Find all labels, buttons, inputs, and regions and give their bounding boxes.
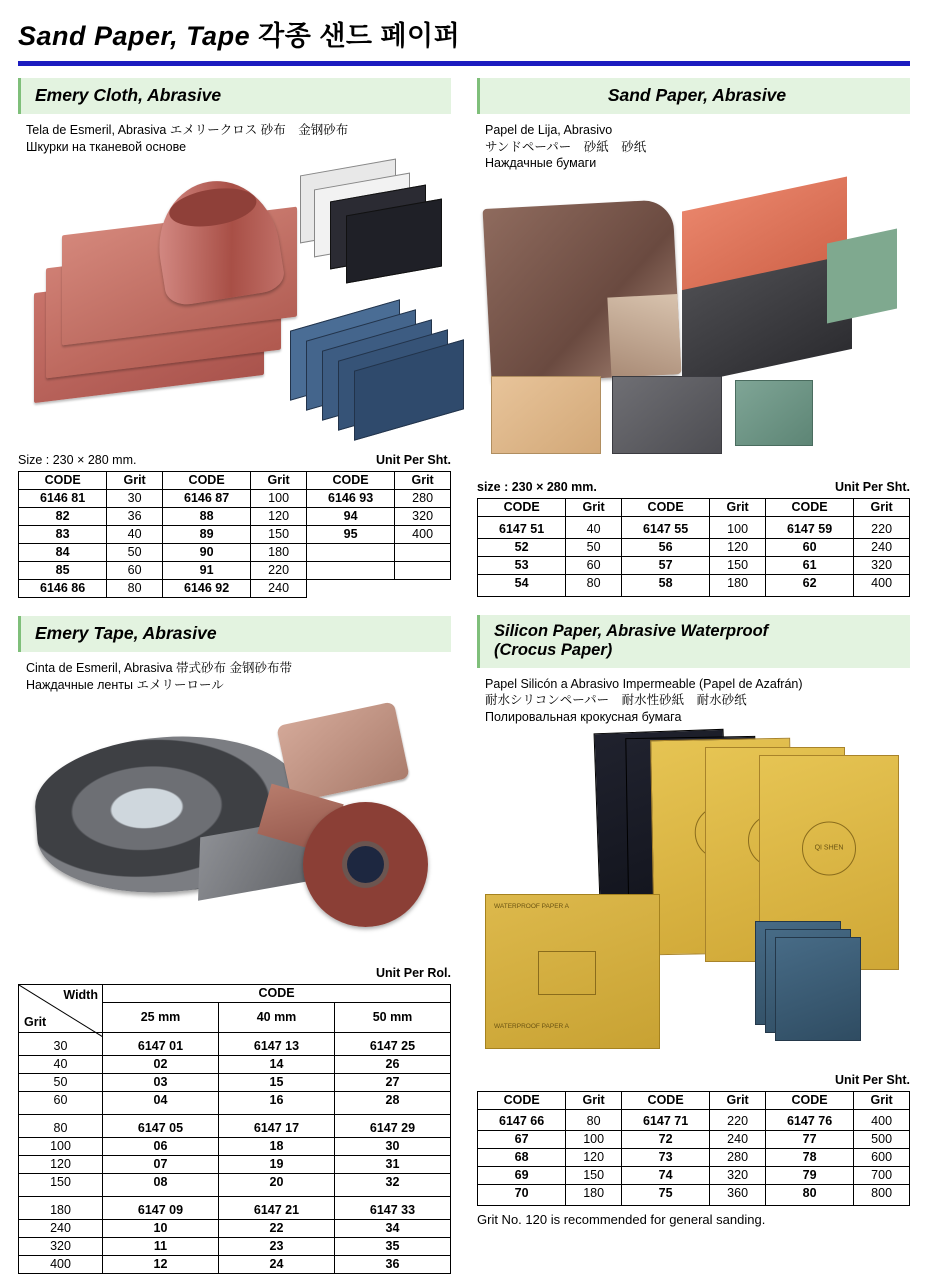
table-row (478, 556, 910, 574)
table-row (19, 1197, 451, 1220)
cell-grit: 120 (251, 508, 307, 526)
table-header-row (478, 498, 910, 516)
cell-empty (306, 580, 394, 598)
cell-grit: 320 (710, 1167, 766, 1185)
cell-code: 18 (219, 1138, 335, 1156)
cell-grit: 400 (19, 1256, 103, 1274)
cell-code: 85 (19, 562, 107, 580)
figure-silicon-paper (477, 729, 910, 1069)
table-row (19, 508, 451, 526)
cell-code: 22 (219, 1220, 335, 1238)
cell-grit: 280 (395, 490, 451, 508)
rolled-cloth (150, 172, 287, 307)
cell-code: 6147 59 (765, 516, 853, 538)
cell-code: 19 (219, 1156, 335, 1174)
cell-code: 27 (335, 1074, 451, 1092)
col-header: CODE (162, 472, 250, 490)
page-title-kr: 각종 샌드 페이퍼 (258, 21, 461, 51)
cell-code: 28 (335, 1092, 451, 1115)
col-header: CODE (478, 498, 566, 516)
cell-grit: 50 (107, 544, 163, 562)
cell-code: 70 (478, 1185, 566, 1206)
grey-sheet-stack (300, 167, 450, 277)
caption-row-emery-cloth (18, 453, 451, 467)
cell-grit: 40 (566, 516, 622, 538)
grey-sandpaper-swatch (612, 376, 722, 454)
unit-label-sand-paper: Unit Per Sht. (834, 479, 910, 494)
subname-line: Полировальная крокусная бумага (485, 709, 682, 724)
table-row (478, 1131, 910, 1149)
subnames-silicon-paper (485, 676, 910, 726)
table-row (19, 1156, 451, 1174)
cell-grit: 36 (107, 508, 163, 526)
cell-code: 69 (478, 1167, 566, 1185)
cell-code: 80 (765, 1185, 853, 1206)
col-header: CODE (478, 1092, 566, 1110)
table-row (478, 1149, 910, 1167)
cell-grit: 40 (107, 526, 163, 544)
cell-code: 6146 86 (19, 580, 107, 598)
cell-code: 35 (335, 1238, 451, 1256)
col-header: Grit (710, 1092, 766, 1110)
cell-code: 57 (621, 556, 709, 574)
subname-line: Papel de Lija, Abrasivo (485, 123, 613, 137)
cell-code: 6147 71 (621, 1110, 709, 1131)
col-header: Grit (854, 1092, 910, 1110)
cell-code: 89 (162, 526, 250, 544)
content-columns (0, 66, 928, 1274)
subnames-sand-paper (485, 122, 910, 172)
cell-code: 6146 87 (162, 490, 250, 508)
page-title-en: Sand Paper, Tape (18, 21, 251, 51)
cell-grit: 180 (566, 1185, 622, 1206)
cell-code: 10 (103, 1220, 219, 1238)
section-title-emery-cloth: Emery Cloth, Abrasive (35, 85, 222, 105)
cell-code: 6147 09 (103, 1197, 219, 1220)
cell-code: 58 (621, 574, 709, 596)
cell-code: 73 (621, 1149, 709, 1167)
col-header-code: CODE (103, 985, 451, 1003)
wrapper-box (538, 951, 596, 995)
col-header: CODE (621, 498, 709, 516)
cell-grit: 280 (710, 1149, 766, 1167)
figure-sand-paper (477, 176, 910, 476)
left-column (18, 78, 451, 1274)
cell-grit: 320 (854, 556, 910, 574)
table-row (19, 1092, 451, 1115)
cell-grit: 320 (19, 1238, 103, 1256)
green-sandpaper-swatch (735, 380, 813, 446)
cell-code: 31 (335, 1156, 451, 1174)
cell-code: 16 (219, 1092, 335, 1115)
subnames-emery-tape (26, 660, 451, 693)
cell-code: 61 (765, 556, 853, 574)
cell-grit: 240 (710, 1131, 766, 1149)
cell-code: 77 (765, 1131, 853, 1149)
cell-code: 72 (621, 1131, 709, 1149)
cell-code: 94 (306, 508, 394, 526)
cell-code: 91 (162, 562, 250, 580)
cell-grit: 240 (854, 538, 910, 556)
subname-line: Шкурки на тканевой основе (26, 139, 187, 154)
silicon-title-line1: Silicon Paper, Abrasive Waterproof (494, 621, 769, 640)
col-header: Grit (566, 1092, 622, 1110)
cell-grit: 30 (107, 490, 163, 508)
col-header: CODE (306, 472, 394, 490)
section-banner-emery-tape (18, 616, 451, 652)
cell-code (306, 562, 394, 580)
cell-code: 56 (621, 538, 709, 556)
table-row (19, 1220, 451, 1238)
silicon-title-line2: (Crocus Paper) (494, 640, 613, 659)
cell-grit: 80 (566, 574, 622, 596)
cell-grit: 600 (854, 1149, 910, 1167)
size-label-sand-paper: size : 230 × 280 mm. (477, 479, 597, 494)
cell-code: 95 (306, 526, 394, 544)
table-header-row (478, 1092, 910, 1110)
caption-row-silicon-paper (477, 1073, 910, 1087)
table-row (19, 1256, 451, 1274)
table-row (19, 1174, 451, 1197)
cell-code: 67 (478, 1131, 566, 1149)
cell-code: 14 (219, 1056, 335, 1074)
cell-grit (395, 544, 451, 562)
cell-grit: 800 (854, 1185, 910, 1206)
brand-stamp-text: QI SHEN (802, 821, 856, 875)
cell-grit: 120 (710, 538, 766, 556)
cell-empty (395, 580, 451, 598)
table-row (19, 1238, 451, 1256)
section-title-emery-tape: Emery Tape, Abrasive (35, 623, 217, 643)
cell-grit: 400 (854, 574, 910, 596)
wrapper-text-top: WATERPROOF PAPER A (494, 903, 570, 910)
cell-grit: 240 (19, 1220, 103, 1238)
section-banner-sand-paper (477, 78, 910, 114)
cell-code: 88 (162, 508, 250, 526)
cell-code: 84 (19, 544, 107, 562)
cell-grit: 60 (566, 556, 622, 574)
section-title-sand-paper: Sand Paper, Abrasive (607, 85, 787, 105)
cell-code: 6147 29 (335, 1115, 451, 1138)
col-header: Grit (854, 498, 910, 516)
page-header (18, 14, 910, 57)
cell-grit: 100 (19, 1138, 103, 1156)
cell-code: 54 (478, 574, 566, 596)
col-header: CODE (765, 1092, 853, 1110)
cell-code: 79 (765, 1167, 853, 1185)
cell-code: 07 (103, 1156, 219, 1174)
cell-grit: 180 (19, 1197, 103, 1220)
catalog-page (0, 14, 928, 1271)
cell-code: 52 (478, 538, 566, 556)
silicon-paper-note: Grit No. 120 is recommended for general sanding. (477, 1212, 766, 1227)
tape-small-roll (276, 701, 410, 802)
cell-grit: 150 (251, 526, 307, 544)
cell-code: 23 (219, 1238, 335, 1256)
col-header: Grit (566, 498, 622, 516)
cell-code: 04 (103, 1092, 219, 1115)
cell-grit: 60 (19, 1092, 103, 1115)
table-header-row (19, 985, 451, 1003)
table-row (19, 1074, 451, 1092)
subname-line: Наждачные ленты エメリーロール (26, 677, 224, 692)
cell-code: 20 (219, 1174, 335, 1197)
cell-code: 6147 13 (219, 1033, 335, 1056)
caption-row-sand-paper (477, 480, 910, 494)
cell-grit: 100 (251, 490, 307, 508)
subname-line: Papel Silicón a Abrasivo Impermeable (Papel de Azafrán) (485, 676, 803, 691)
cell-grit: 80 (107, 580, 163, 598)
cell-grit (395, 562, 451, 580)
cell-grit: 50 (566, 538, 622, 556)
col-header: CODE (765, 498, 853, 516)
subname-line: サンドペーパー 砂紙 砂纸 (485, 139, 647, 154)
cell-code: 90 (162, 544, 250, 562)
cell-code: 78 (765, 1149, 853, 1167)
table-row (478, 1185, 910, 1206)
unit-label-silicon-paper: Unit Per Sht. (834, 1073, 910, 1087)
cell-grit: 80 (19, 1115, 103, 1138)
section-title-silicon-paper (494, 622, 900, 660)
table-row (19, 562, 451, 580)
figure-emery-tape (18, 697, 451, 962)
cell-grit: 360 (710, 1185, 766, 1206)
cell-grit: 100 (566, 1131, 622, 1149)
cell-code: 6146 92 (162, 580, 250, 598)
table-row (19, 544, 451, 562)
cell-grit: 120 (566, 1149, 622, 1167)
table-header-row (19, 472, 451, 490)
cell-code: 6147 17 (219, 1115, 335, 1138)
cell-code: 6147 25 (335, 1033, 451, 1056)
subname-line: Tela de Esmeril, Abrasiva エメリークロス 砂布 金钢砂布 (26, 123, 349, 137)
subnames-emery-cloth (26, 122, 451, 155)
grit-label: Grit (24, 1015, 47, 1029)
cell-code: 68 (478, 1149, 566, 1167)
cell-code: 6147 76 (765, 1110, 853, 1131)
size-label-emery-cloth: Size : 230 × 280 mm. (18, 453, 137, 467)
blue-sheet-fan (290, 299, 460, 419)
subname-line: Cinta de Esmeril, Abrasiva 帯式砂布 金钢砂布带 (26, 661, 293, 675)
table-silicon-paper (477, 1091, 910, 1206)
page-title (18, 14, 910, 53)
table-row (19, 1115, 451, 1138)
cell-grit: 220 (710, 1110, 766, 1131)
table-row (19, 1138, 451, 1156)
cell-code: 62 (765, 574, 853, 596)
cell-code: 26 (335, 1056, 451, 1074)
cell-grit: 240 (251, 580, 307, 598)
cell-code: 83 (19, 526, 107, 544)
table-sand-paper (477, 498, 910, 597)
cell-code: 82 (19, 508, 107, 526)
width-grit-header (19, 985, 103, 1033)
cell-grit: 50 (19, 1074, 103, 1092)
cell-code: 53 (478, 556, 566, 574)
cell-grit: 150 (710, 556, 766, 574)
cell-grit: 220 (251, 562, 307, 580)
cell-code: 6147 55 (621, 516, 709, 538)
cell-code: 6146 93 (306, 490, 394, 508)
cell-grit: 320 (395, 508, 451, 526)
cell-code: 6147 05 (103, 1115, 219, 1138)
cell-code: 11 (103, 1238, 219, 1256)
cell-grit: 80 (566, 1110, 622, 1131)
cell-code: 32 (335, 1174, 451, 1197)
cell-code: 6147 66 (478, 1110, 566, 1131)
cell-code: 12 (103, 1256, 219, 1274)
figure-emery-cloth (18, 159, 451, 449)
cell-grit: 500 (854, 1131, 910, 1149)
table-emery-tape (18, 984, 451, 1274)
cell-code: 06 (103, 1138, 219, 1156)
cell-grit: 150 (566, 1167, 622, 1185)
cell-code: 6146 81 (19, 490, 107, 508)
cell-grit: 400 (854, 1110, 910, 1131)
col-header-width: 25 mm (103, 1003, 219, 1033)
table-row (478, 574, 910, 596)
cell-code: 6147 21 (219, 1197, 335, 1220)
cell-grit: 30 (19, 1033, 103, 1056)
cell-grit: 100 (710, 516, 766, 538)
cell-code: 15 (219, 1074, 335, 1092)
waterproof-paper-wrapper (485, 894, 660, 1049)
col-header: CODE (621, 1092, 709, 1110)
cell-code: 60 (765, 538, 853, 556)
table-row (478, 1110, 910, 1131)
caption-row-emery-tape (18, 966, 451, 980)
cell-code: 6147 01 (103, 1033, 219, 1056)
section-banner-emery-cloth (18, 78, 451, 114)
section-banner-silicon-paper (477, 615, 910, 668)
cell-code: 08 (103, 1174, 219, 1197)
cell-code: 6147 51 (478, 516, 566, 538)
col-header: Grit (107, 472, 163, 490)
blue-waterproof-sheet (775, 937, 861, 1041)
right-column (477, 78, 910, 1274)
table-emery-cloth (18, 471, 451, 598)
cell-code: 6147 33 (335, 1197, 451, 1220)
cell-code: 75 (621, 1185, 709, 1206)
cell-code: 24 (219, 1256, 335, 1274)
table-row-last (19, 580, 451, 598)
cell-code: 30 (335, 1138, 451, 1156)
cell-grit: 40 (19, 1056, 103, 1074)
col-header-width: 40 mm (219, 1003, 335, 1033)
table-row (19, 490, 451, 508)
col-header: Grit (710, 498, 766, 516)
cell-grit: 180 (251, 544, 307, 562)
cell-grit: 150 (19, 1174, 103, 1197)
cell-grit: 120 (19, 1156, 103, 1174)
cell-grit: 60 (107, 562, 163, 580)
teal-sandpaper-sheet (827, 228, 897, 323)
wrapper-text-bottom: WATERPROOF PAPER A (494, 1023, 570, 1031)
subname-line: 耐水シリコンペーパー 耐水性砂紙 耐水砂纸 (485, 693, 747, 707)
tan-sandpaper-swatch (491, 376, 601, 454)
tape-spool (303, 802, 428, 927)
cell-code: 02 (103, 1056, 219, 1074)
col-header: CODE (19, 472, 107, 490)
cell-code (306, 544, 394, 562)
col-header-width: 50 mm (335, 1003, 451, 1033)
width-label: Width (63, 988, 98, 1002)
unit-label-emery-cloth: Unit Per Sht. (375, 453, 451, 467)
col-header: Grit (251, 472, 307, 490)
table-row (19, 1056, 451, 1074)
table-row (478, 1167, 910, 1185)
subname-line: Наждачные бумаги (485, 156, 597, 170)
cell-grit: 700 (854, 1167, 910, 1185)
cell-grit: 180 (710, 574, 766, 596)
brown-sandpaper-sheet (483, 199, 682, 384)
col-header: Grit (395, 472, 451, 490)
table-row (478, 538, 910, 556)
cell-code: 36 (335, 1256, 451, 1274)
unit-label-emery-tape: Unit Per Rol. (375, 966, 451, 980)
cell-code: 34 (335, 1220, 451, 1238)
table-row (19, 526, 451, 544)
cell-code: 03 (103, 1074, 219, 1092)
cell-code: 74 (621, 1167, 709, 1185)
cell-grit: 220 (854, 516, 910, 538)
cell-grit: 400 (395, 526, 451, 544)
table-row (478, 516, 910, 538)
brand-stamp (802, 821, 856, 878)
